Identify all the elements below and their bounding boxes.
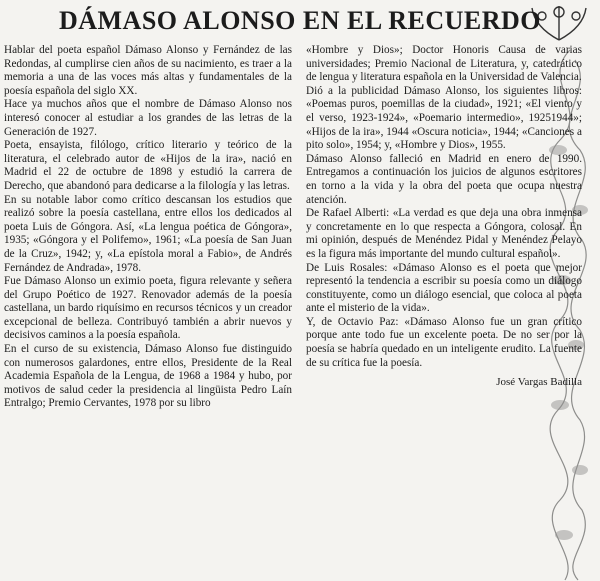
paragraph: De Luis Rosales: «Dámaso Alonso es el poeta que mejor representó la tendencia a escribir su poesía como un diálogo constituyente, como un diálogo esencial, que coloca al poeta ante el misterio de la vida». xyxy=(306,261,582,315)
paragraph: «Hombre y Dios»; Doctor Honoris Causa de varias universidades; Premio Nacional de Literatura, y, catedrático de lengua y literatura española en la Universidad de Valencia. xyxy=(306,44,582,84)
left-column xyxy=(4,44,292,411)
right-column xyxy=(306,44,582,390)
paragraph: Hablar del poeta español Dámaso Alonso y Fernández de las Redondas, al cumplirse cien años de su nacimiento, es traer a la memoria a una de las voces más altas y fundamentales de la poesía española del siglo XX. xyxy=(4,44,292,97)
author-signature: José Vargas Badilla xyxy=(496,376,582,389)
paragraph: De Rafael Alberti: «La verdad es que deja una obra inmensa y concretamente en lo que respecta a Góngora, colosal. En mi opinión, después de Menéndez Pidal y Menéndez Pelayo es la figura más importante del mundo cultural español». xyxy=(306,207,582,260)
paragraph: Fue Dámaso Alonso un eximio poeta, figura relevante y señera del Grupo Poético de 1927. Renovador además de la poesía castellana, un bardo riquísimo en recursos técnicos y un creador excepcional de belleza. Contribuyó también a abrir nuevos y decisivos caminos a la poesía española. xyxy=(4,275,292,342)
paragraph: En su notable labor como crítico descansan los estudios que realizó sobre la poesía castellana, entre ellos los dedicados al poeta Luis de Góngora. Así, «La lengua poética de Góngora», 1935; «Góngora y el Polifemo», 1961; «La poesía de San Juan de la Cruz», 1942; y, «La epístola moral a Fabio», de Andrés Fernández de Andrada», 1978. xyxy=(4,193,292,274)
paragraph: Hace ya muchos años que el nombre de Dámaso Alonso nos interesó conocer al estudiar a los grandes de las letras de la Generación de 1927. xyxy=(4,98,292,138)
article-title: DÁMASO ALONSO EN EL RECUERDO xyxy=(58,6,542,35)
paragraph: En el curso de su existencia, Dámaso Alonso fue distinguido con numerosos galardones, entre ellos, Presidente de la Real Academia Española de la Lengua, de 1968 a 1984 y hubo, por motivos de salud ceder la presidencia al lingüista Pedro Laín Entralgo; Premio Cervantes, 1978 por su libro xyxy=(4,343,292,410)
paragraph: Dámaso Alonso falleció en Madrid en enero de 1990. Entregamos a continuación los juicios de algunos escritores en torno a la vida y la obra del poeta que ocupa nuestra atención. xyxy=(306,152,582,206)
paragraph: Poeta, ensayista, filólogo, crítico literario y teórico de la literatura, el celebrado autor de «Hijos de la ira», nació en Madrid el 22 de octubre de 1898 y estudió la carrera de Derecho, que abandonó para dedicarse a la filología y las letras. xyxy=(4,139,292,192)
paragraph: Y, de Octavio Paz: «Dámaso Alonso fue un gran crítico porque ante todo fue un excelente poeta. De no ser por la poesía se habría quedado en un inteligente erudito. La fuente de su crítica fue la poesía. xyxy=(306,315,582,369)
paragraph: Dió a la publicidad Dámaso Alonso, los siguientes libros: «Poemas puros, poemillas de la ciudad», 1921; «El viento y el verso, 1923-1924», «Poemario intermedio», 19251944»; «Hijos de la ira», 1944 «Oscura noticia», 1944; «Canciones a pito solo», 1954; y, «Hombre y Dios», 1955. xyxy=(306,84,582,152)
